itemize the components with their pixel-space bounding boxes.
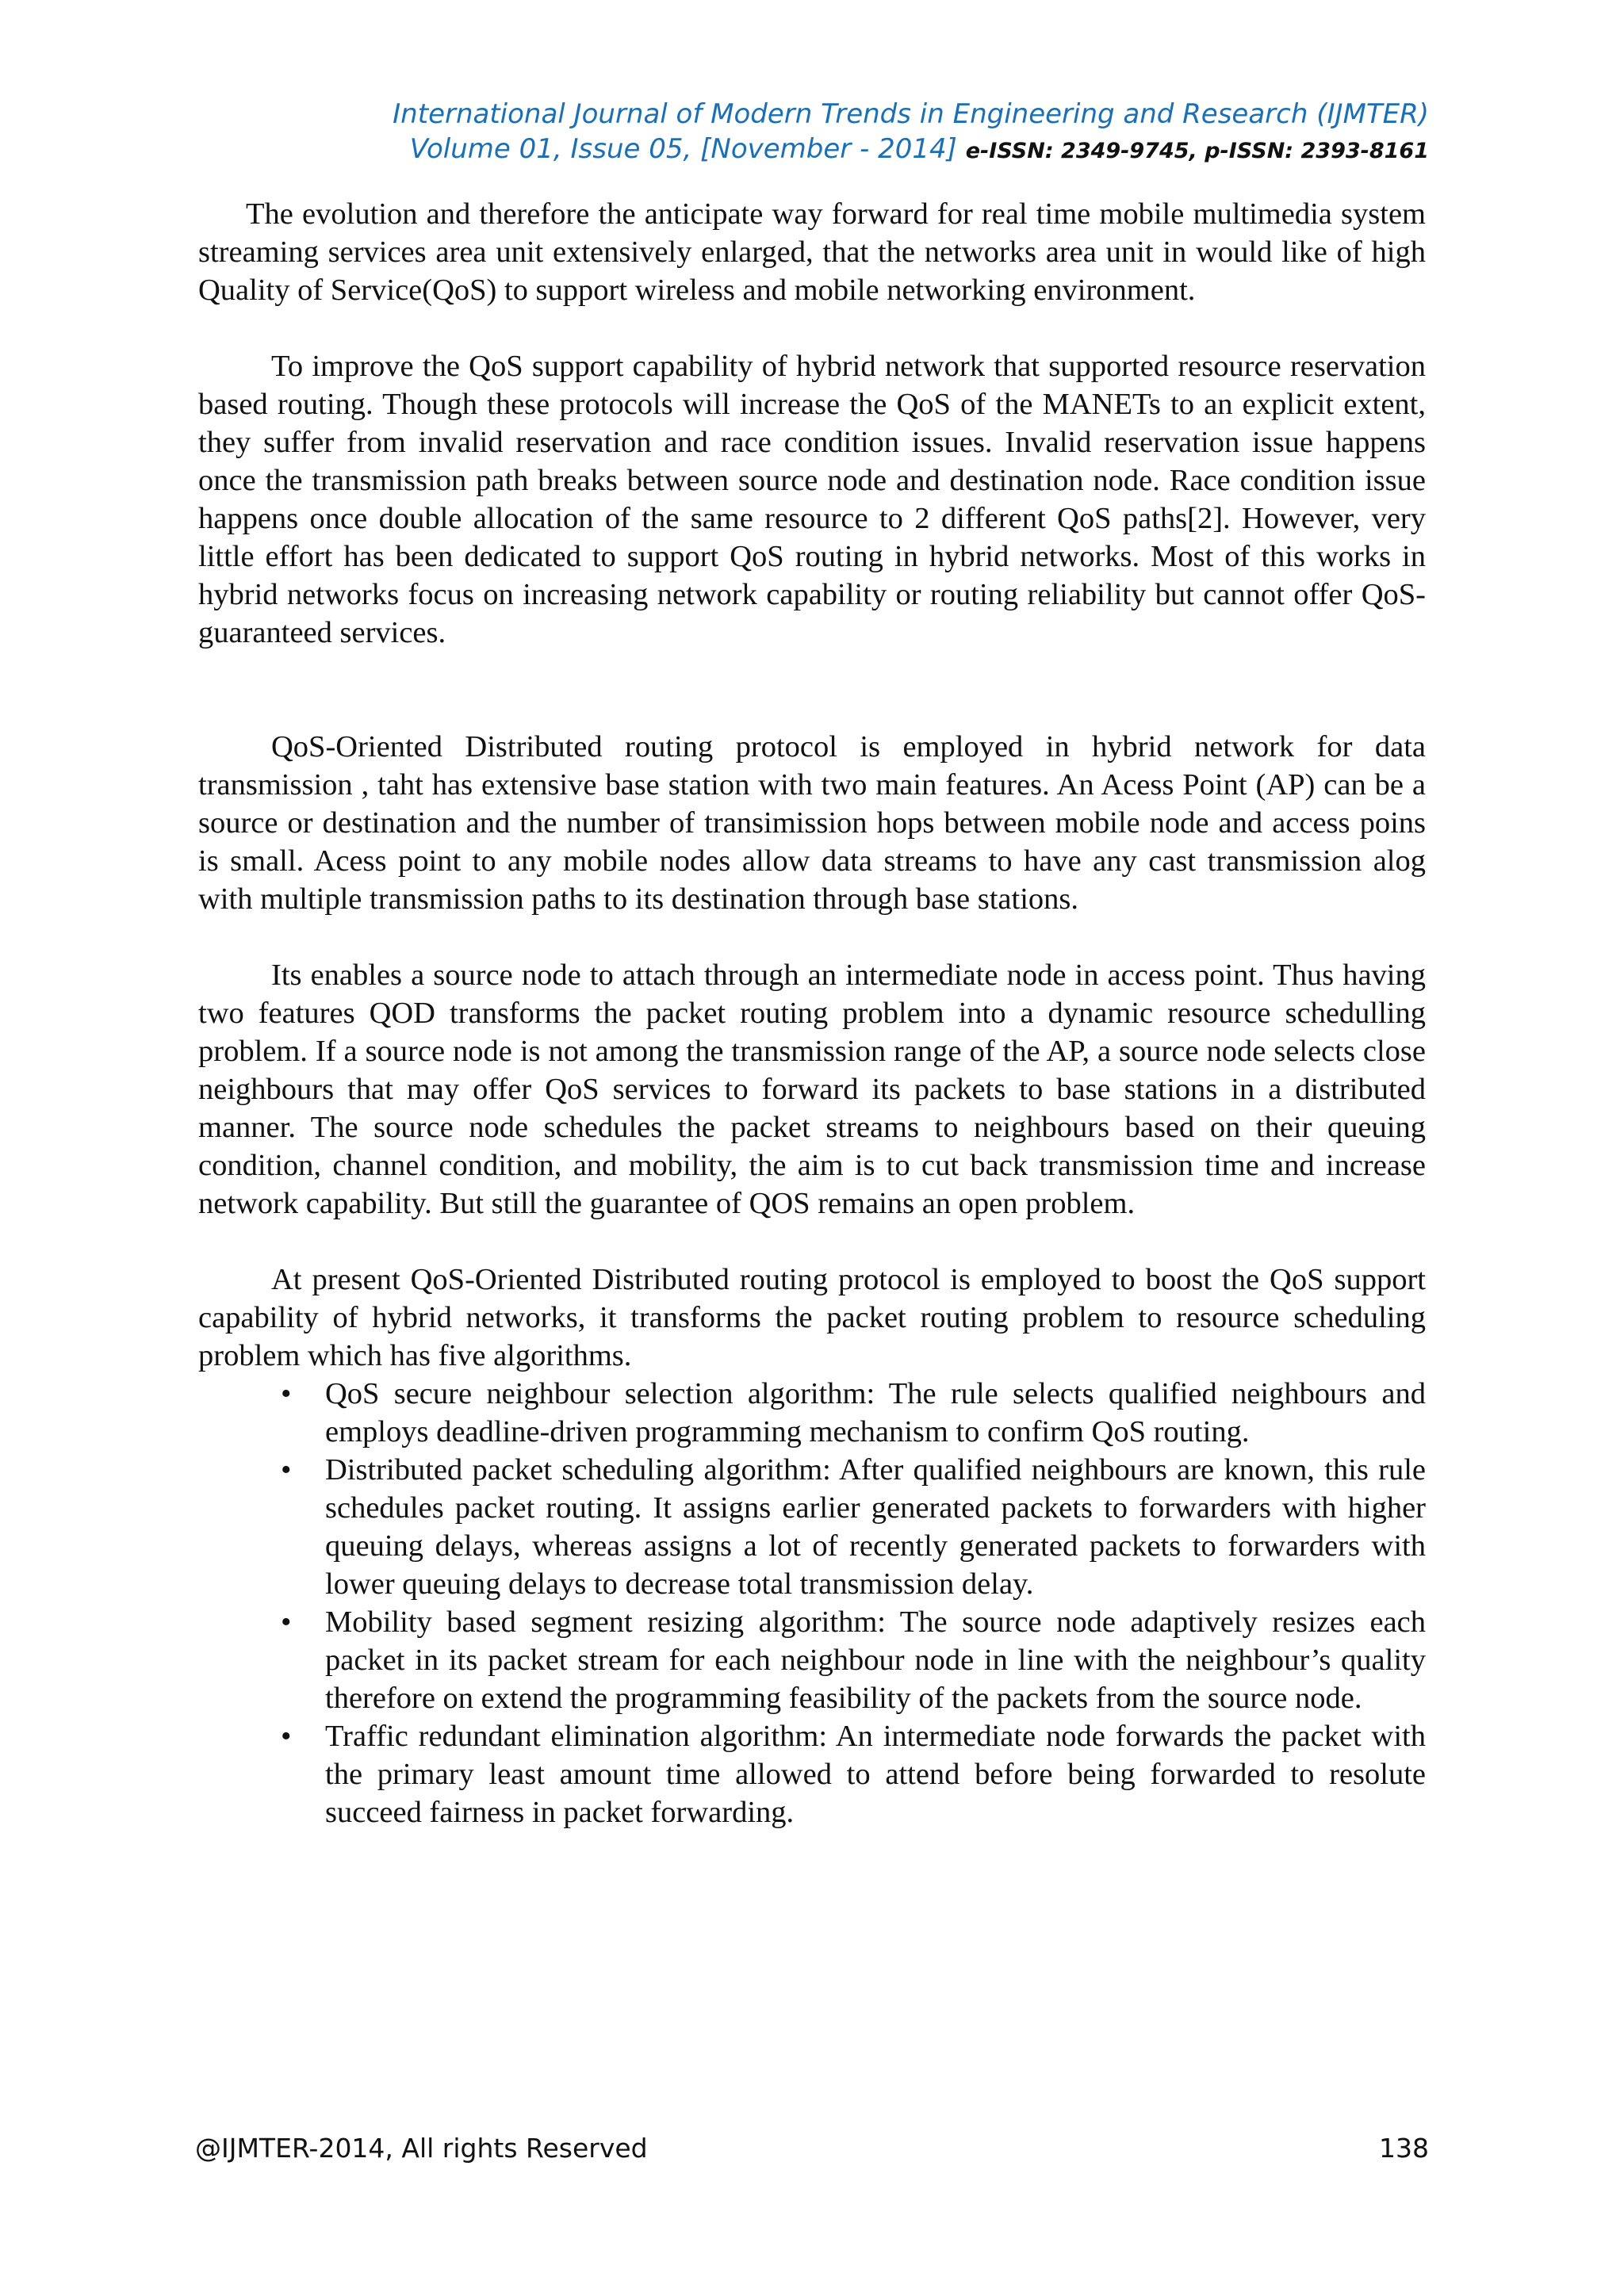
bullet-icon: • [281, 1720, 292, 1753]
journal-volume: Volume 01, Issue 05, [November - 2014] [409, 133, 957, 165]
list-item [198, 1717, 1426, 1831]
list-item-text: Distributed packet scheduling algorithm: After qualified neighbours are known, this rule schedules packet routing. It assigns earlier generated packets to forwarders with higher queuing delays, whereas assigns a lot of recently generated packets to forwarders with lower queuing delays to decrease total transmission delay. [325, 1453, 1426, 1601]
article-body [198, 195, 1426, 1831]
page-number: 138 [1379, 2133, 1429, 2164]
paragraph-4: Its enables a source node to attach through an intermediate node in access point. Thus having two features QOD transforms the packet routing problem into a dynamic resource schedulling problem. If a source node is not among the transmission range of the AP, a source node selects close neighbours that may offer QoS services to forward its packets to base stations in a distributed manner. The source node schedules the packet streams to neighbours based on their queuing condition, channel condition, and mobility, the aim is to cut back transmission time and increase network capability. But still the guarantee of QOS remains an open problem. [198, 959, 1426, 1220]
algorithm-list [198, 1375, 1426, 1831]
list-item [198, 1375, 1426, 1451]
paragraph-1: The evolution and therefore the anticipate way forward for real time mobile multimedia system streaming services area unit extensively enlarged, that the networks area unit in would like of high Quality of Service(QoS) to support wireless and mobile networking environment. [198, 197, 1426, 307]
bullet-icon: • [281, 1605, 292, 1639]
list-item-text: Traffic redundant elimination algorithm: An intermediate node forwards the packet with the primary least amount time allowed to attend before being forwarded to resolute succeed fairness in packet forwarding. [325, 1720, 1426, 1829]
journal-title: International Journal of Modern Trends in Engineering and Research (IJMTER) [393, 98, 1429, 130]
list-item [198, 1603, 1426, 1717]
list-item-text: Mobility based segment resizing algorithm: The source node adaptively resizes each packet in its packet stream for each neighbour node in line with the neighbour’s quality therefore on extend the programming feasibility of the packets from the source node. [325, 1605, 1426, 1715]
journal-header [393, 97, 1429, 169]
bullet-icon: • [281, 1377, 292, 1410]
copyright-notice: @IJMTER-2014, All rights Reserved [195, 2133, 648, 2164]
list-item [198, 1451, 1426, 1603]
paragraph-3: QoS-Oriented Distributed routing protocol is employed in hybrid network for data transmission , taht has extensive base station with two main features. An Acess Point (AP) can be a source or destination and the number of transimission hops between mobile node and access poins is small. Acess point to any mobile nodes allow data streams to have any cast transmission alog with multiple transmission paths to its destination through base stations. [198, 730, 1426, 916]
paragraph-2: To improve the QoS support capability of hybrid network that supported resource reservation based routing. Though these protocols will increase the QoS of the MANETs to an explicit extent, they suffer from invalid reservation and race condition issues. Invalid reservation issue happens once the transmission path breaks between source node and destination node. Race condition issue happens once double allocation of the same resource to 2 different QoS paths[2]. However, very little effort has been dedicated to support QoS routing in hybrid networks. Most of this works in hybrid networks focus on increasing network capability or routing reliability but cannot offer QoS-guaranteed services. [198, 350, 1426, 649]
paragraph-5: At present QoS-Oriented Distributed routing protocol is employed to boost the QoS support capability of hybrid networks, it transforms the packet routing problem to resource scheduling problem which has five algorithms. [198, 1263, 1426, 1372]
journal-volume-line [393, 132, 1429, 169]
journal-issn: e-ISSN: 2349-9745, p-ISSN: 2393-8161 [965, 139, 1429, 163]
list-item-text: QoS secure neighbour selection algorithm: The rule selects qualified neighbours and employs deadline-driven programming mechanism to confirm QoS routing. [325, 1377, 1426, 1448]
bullet-icon: • [281, 1453, 292, 1487]
